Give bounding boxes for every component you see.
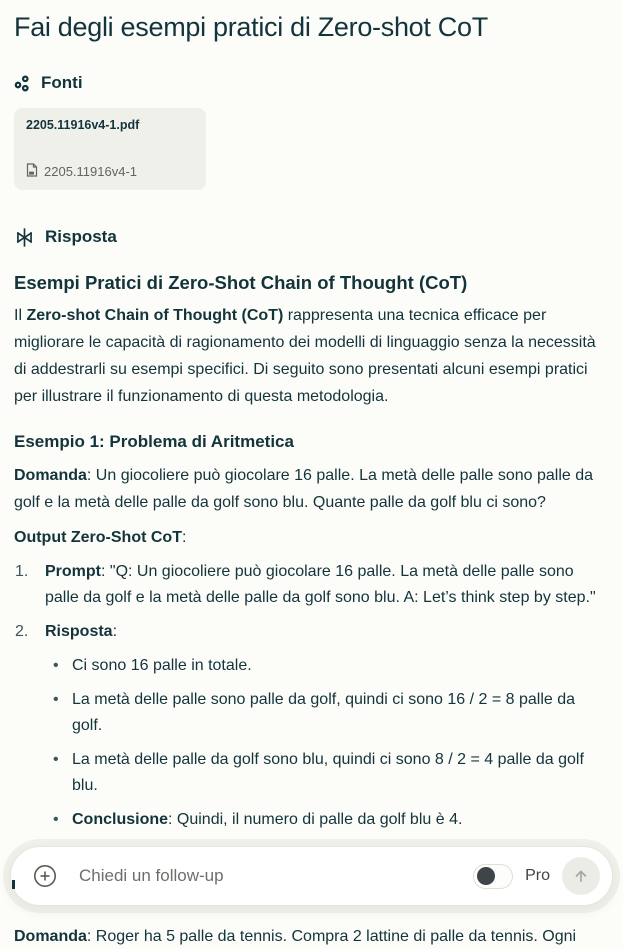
step-label: Prompt	[45, 563, 101, 580]
pro-toggle[interactable]	[473, 864, 513, 889]
pro-toggle-knob	[477, 867, 495, 885]
sources-icon	[14, 75, 31, 92]
bullet-text: : Quindi, il numero di palle da golf blu è 4.	[168, 811, 463, 828]
question-text: : Un giocoliere può giocolare 16 palle. La metà delle palle sono palle da golf e la metà delle palle da golf sono blu. Quante palle da golf blu ci sono?	[14, 467, 594, 511]
source-card-file-label: 2205.11916v4-1	[44, 164, 138, 179]
list-item	[14, 559, 609, 611]
answer-section-header	[14, 224, 609, 250]
attach-button[interactable]	[33, 864, 57, 888]
answer-page	[0, 8, 623, 945]
list-item	[14, 653, 609, 679]
pro-label: Pro	[525, 867, 550, 884]
answer-title: Esempi Pratici di Zero-Shot Chain of Thought (CoT)	[14, 272, 468, 293]
sources-header-label: Fonti	[41, 73, 83, 92]
submit-button[interactable]	[562, 857, 600, 895]
followup-input[interactable]	[77, 865, 473, 887]
question-label: Domanda	[14, 928, 87, 945]
source-card-title: 2205.11916v4-1.pdf	[26, 118, 140, 132]
cot-steps-list	[14, 559, 609, 645]
followup-bar	[10, 846, 613, 906]
bullet-text: La metà delle palle sono palle da golf, quindi ci sono 16 / 2 = 8 palle da golf.	[72, 691, 576, 734]
source-card[interactable]	[14, 108, 206, 190]
list-item	[14, 619, 609, 645]
example1-heading: Esempio 1: Problema di Aritmetica	[14, 432, 294, 451]
bullet-label: Conclusione	[72, 811, 169, 828]
example1-question	[14, 462, 609, 516]
list-item	[14, 687, 609, 739]
list-item	[14, 807, 609, 833]
list-item	[14, 747, 609, 799]
intro-rest: rappresenta una tecnica efficace per migliorare le capacità di ragionamento dei modelli di linguaggio senza la necessità di addestrarli su esempi specifici. Di seguito sono presentati alcuni esempi pratici per illustrare il funzionamento di questa metodologia.	[14, 307, 596, 405]
output-label-bold: Output Zero-Shot CoT	[14, 529, 182, 546]
intro-paragraph	[14, 302, 609, 410]
output-label-suffix: :	[181, 529, 187, 546]
answer-header-label: Risposta	[45, 227, 117, 246]
sources-section-header	[14, 70, 609, 96]
step-label: Risposta	[45, 623, 113, 640]
bullet-text: Ci sono 16 palle in totale.	[72, 657, 252, 674]
step-text: :	[112, 623, 118, 640]
page-title: Fai degli esempi pratici di Zero-shot CoT	[14, 12, 488, 42]
question-label: Domanda	[14, 467, 87, 484]
question-text: : Roger ha 5 palle da tennis. Compra 2 lattine di palle da tennis. Ogni	[86, 928, 577, 945]
example2-question	[14, 925, 609, 949]
plus-circle-icon	[33, 864, 57, 888]
bullet-text: La metà delle palle da golf sono blu, quindi ci sono 8 / 2 = 4 palle da golf blu.	[72, 751, 584, 794]
intro-lead: Il	[14, 307, 27, 324]
pdf-file-icon	[26, 163, 38, 180]
reasoning-bullet-list	[14, 653, 609, 833]
example1-output-label	[14, 524, 609, 551]
intro-bold-term: Zero-shot Chain of Thought (CoT)	[26, 307, 284, 324]
clipped-text-fragment	[12, 880, 15, 889]
step-text: : "Q: Un giocoliere può giocolare 16 palle. La metà delle palle sono palle da golf e la metà delle palle da golf sono blu. A: Let’s think step by step."	[45, 563, 596, 606]
perplexity-logo-icon	[14, 227, 35, 248]
arrow-up-icon	[572, 867, 590, 885]
